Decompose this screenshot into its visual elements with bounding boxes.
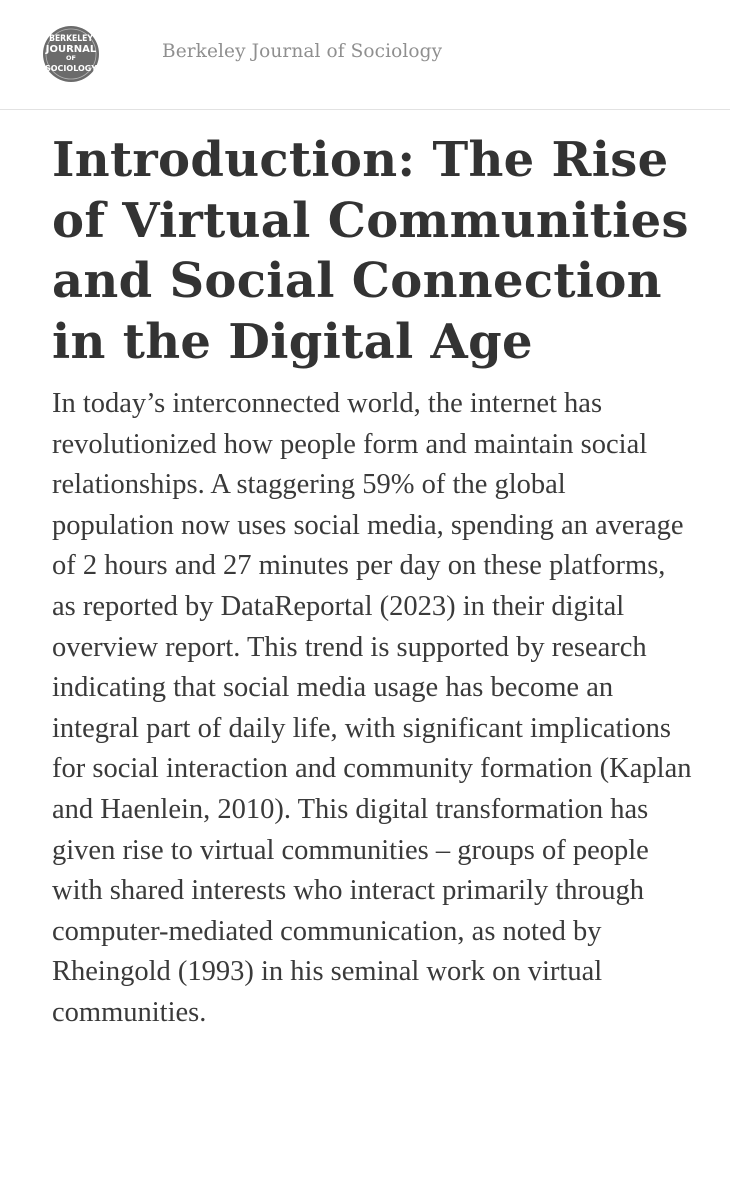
logo-line-3: OF — [66, 54, 76, 62]
journal-name-link[interactable]: Berkeley Journal of Sociology — [162, 41, 443, 62]
logo-line-2: JOURNAL — [45, 44, 97, 55]
journal-logo[interactable] — [42, 25, 100, 83]
article — [52, 130, 692, 1034]
article-title: Introduction: The Rise of Virtual Communities and Social Connection in the Digital Age — [52, 132, 689, 370]
logo-line-1: BERKELEY — [49, 34, 93, 44]
logo-line-4: SOCIOLOGY — [44, 64, 98, 73]
site-header — [0, 0, 730, 110]
article-body-paragraph: In today’s interconnected world, the internet has revolutionized how people form and maintain social relationships. A staggering 59% of the global population now uses social media, spending an average of 2 hours and 27 minutes per day on these platforms, as reported by DataReportal (2023) in their digital overview report. This trend is supported by research indicating that social media usage has become an integral part of daily life, with significant implications for social interaction and community formation (Kaplan and Haenlein, 2010). This digital transformation has given rise to virtual communities – groups of people with shared interests who interact primarily through computer-mediated communication, as noted by Rheingold (1993) in his seminal work on virtual communities. — [52, 388, 692, 1028]
journal-logo-icon — [42, 25, 100, 83]
